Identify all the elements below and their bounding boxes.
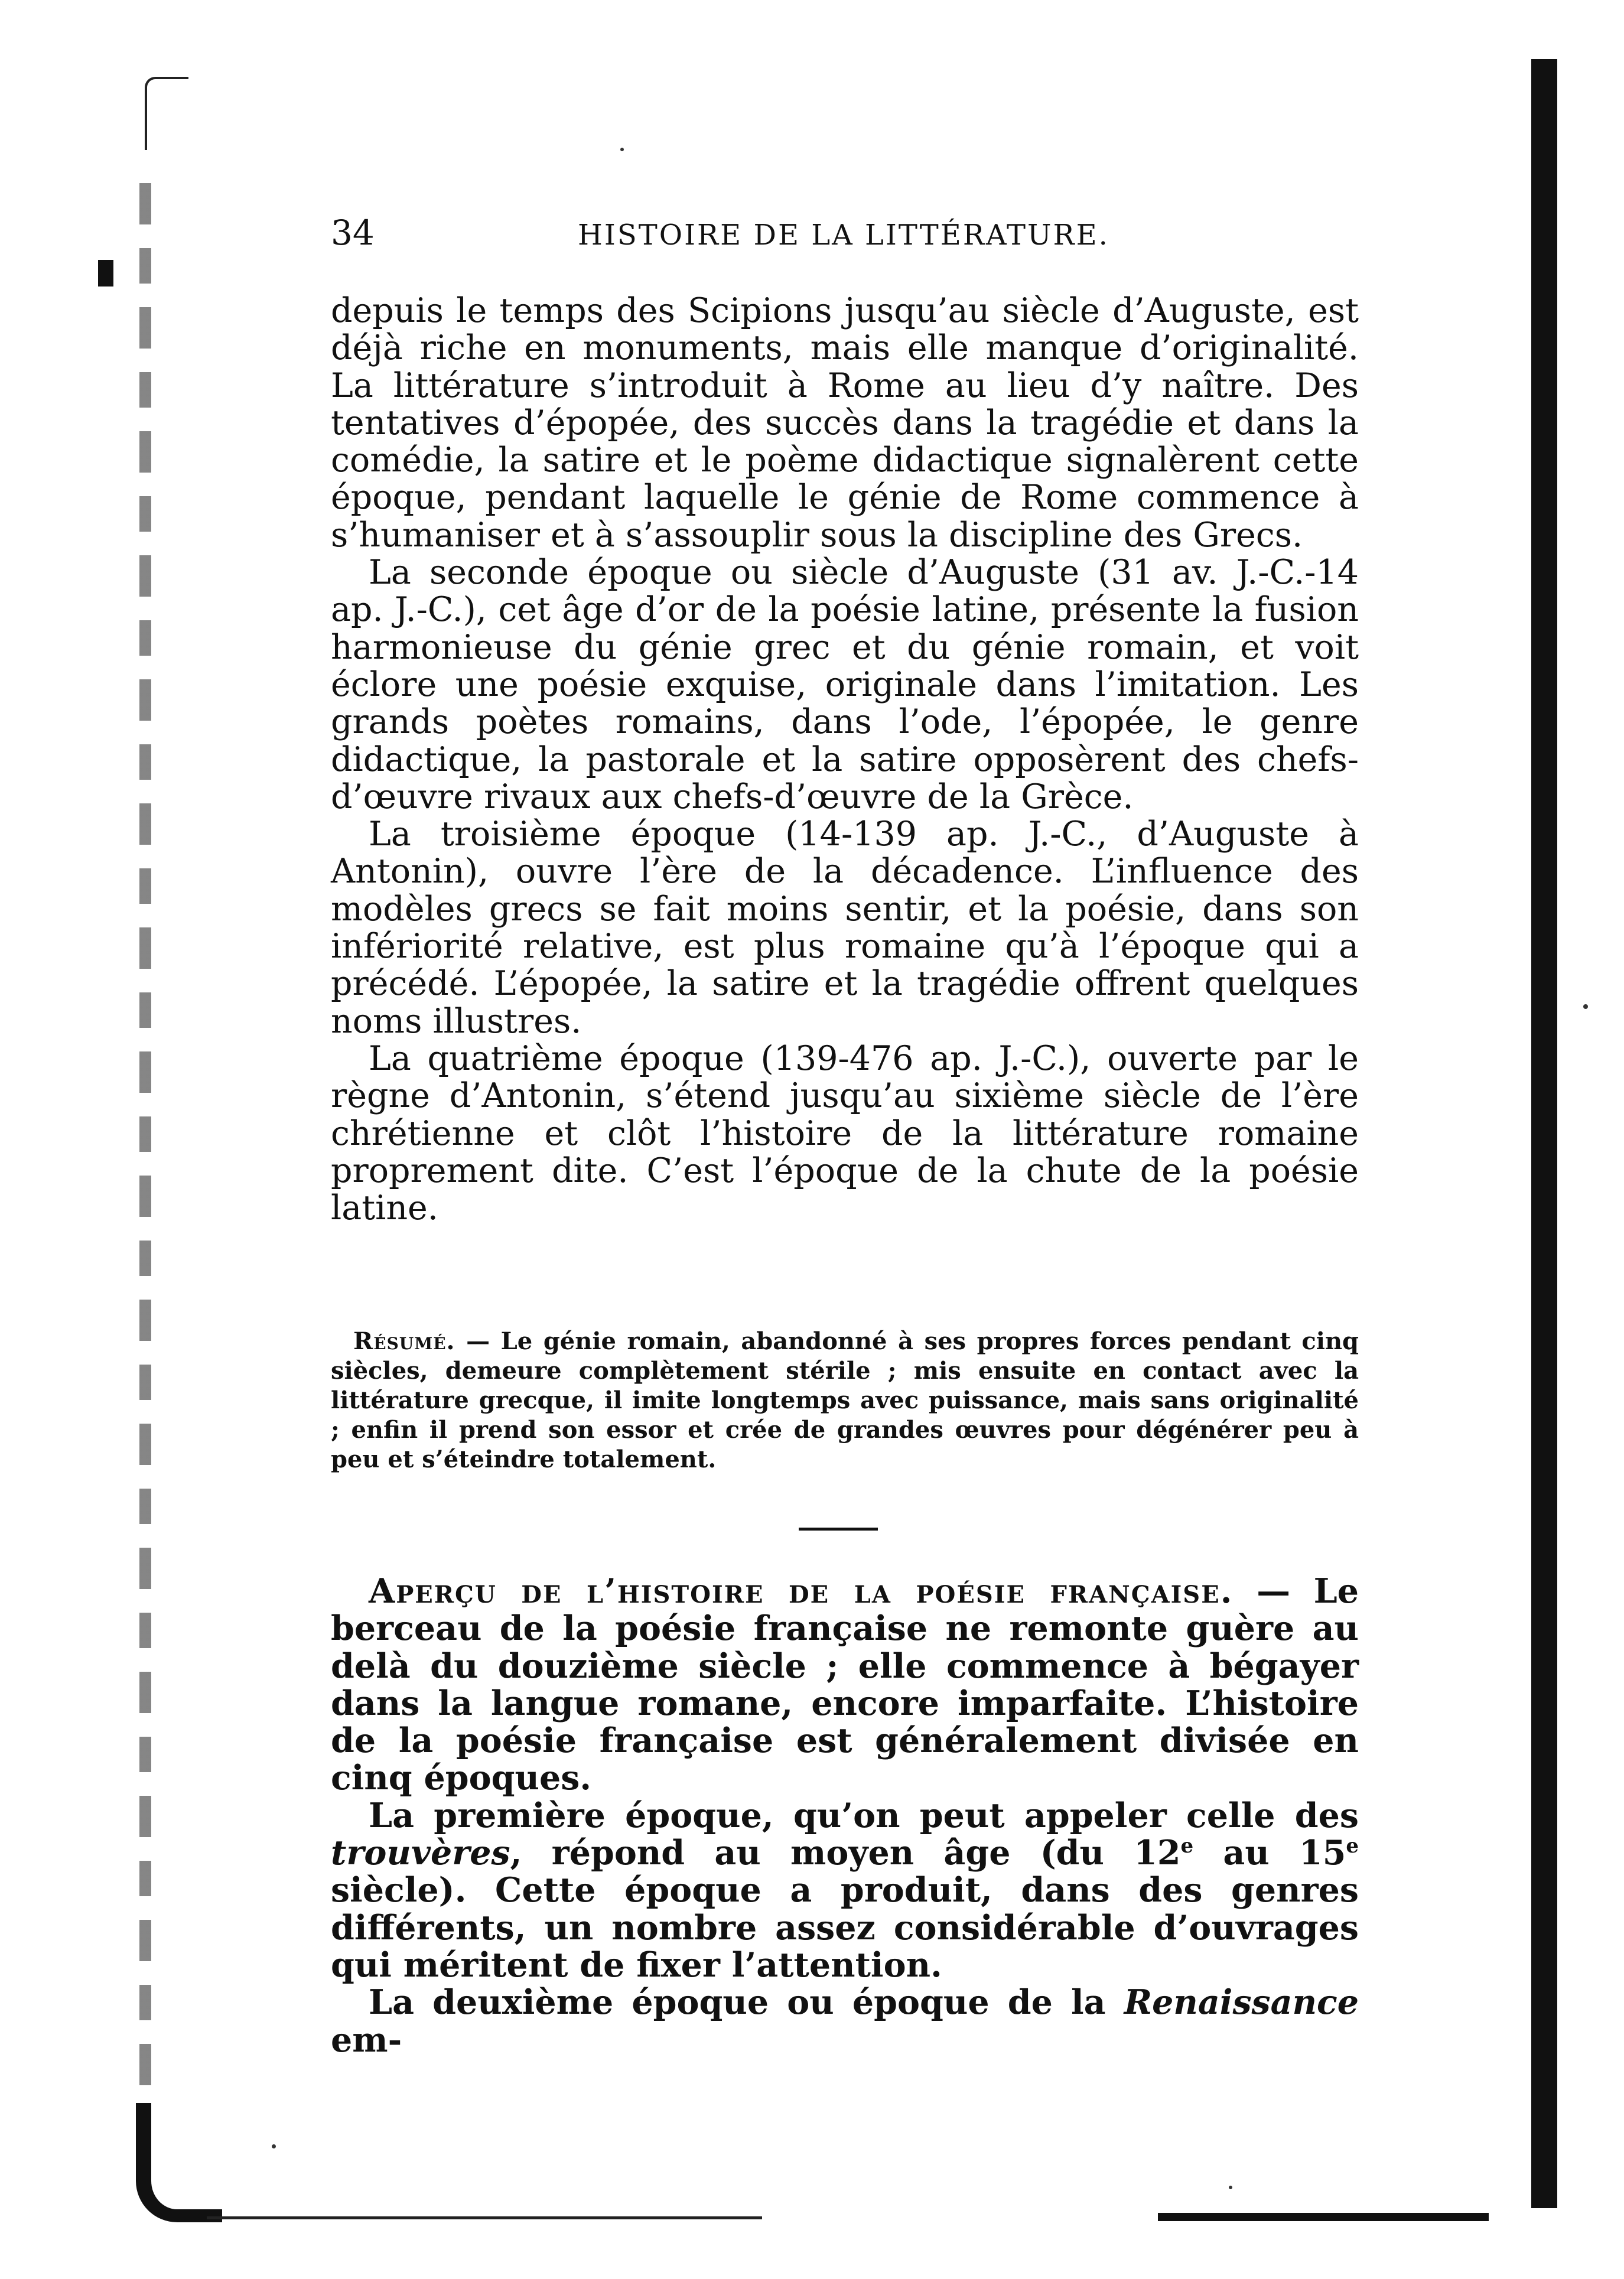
scan-speck xyxy=(620,148,624,151)
scan-speck xyxy=(1583,1004,1588,1009)
text-run: au 15 xyxy=(1193,1833,1346,1873)
scan-left-mark xyxy=(98,260,113,286)
scan-left-binding-edge xyxy=(139,183,151,2162)
scan-bottom-edge-left xyxy=(207,2216,762,2219)
text-run: La première époque, qu’on peut appeler celle des xyxy=(369,1795,1359,1835)
italic-term-trouveres: trouvères xyxy=(331,1833,510,1873)
text-run: em- xyxy=(331,2020,402,2060)
summary-label: Résumé. xyxy=(353,1327,455,1355)
paragraph-section-intro xyxy=(331,1572,1359,1797)
paragraph-third-epoch: La troisième époque (14-139 ap. J.-C., d’Auguste à Antonin), ouvre l’ère de la décadence. L’influence des modèles grecs se fait moins sentir, et la poésie, dans son infériorité relative, est plus romaine qu’à l’époque qui a précédé. L’épopée, la satire et la tragédie offrent quelques noms illustres. xyxy=(331,815,1359,1041)
page-header xyxy=(331,213,1134,260)
scan-bottom-edge-right xyxy=(1158,2213,1489,2221)
superscript: e xyxy=(1180,1834,1194,1858)
scan-speck xyxy=(1229,2186,1232,2189)
paragraph-second-epoch: La seconde époque ou siècle d’Auguste (31 av. J.-C.-14 ap. J.-C.), cet âge d’or de la poésie latine, présente la fusion harmonieuse du génie grec et du génie romain, et voit éclore une poésie exquise, originale dans l’imitation. Les grands poètes romains, dans l’ode, l’épopée, le genre didactique, la pastorale et la satire opposèrent des chefs-d’œuvre rivaux aux chefs-d’œuvre de la Grèce. xyxy=(331,553,1359,816)
paragraph-continued: depuis le temps des Scipions jusqu’au siècle d’Auguste, est déjà riche en monuments, mais elle manque d’originalité. La littérature s’introduit à Rome au lieu d’y naître. Des tentatives d’épopée, des succès dans la tragédie et dans la comédie, la satire et le poème didactique signalèrent cette époque, pendant laquelle le génie de Rome commence à s’humaniser et à s’assouplir sous la discipline des Grecs. xyxy=(331,291,1359,555)
scan-corner-mark xyxy=(145,77,188,150)
text-block-french-poetry xyxy=(331,1572,1359,2059)
summary-text: — Le génie romain, abandonné à ses propres forces pendant cinq siècles, demeure complètement stérile ; mis ensuite en contact avec la littérature grecque, il imite longtemps avec puissance, mais sans originalité ; enfin il prend son essor et crée de grandes œuvres pour dégénérer peu à peu et s’éteindre totalement. xyxy=(331,1327,1359,1473)
section-divider xyxy=(799,1528,878,1531)
italic-term-renaissance: Renaissance xyxy=(1124,1982,1359,2023)
section-intro-text: — Le berceau de la poésie française ne remonte guère au delà du douzième siècle ; elle commence à bégayer dans la langue romane, encore imparfaite. L’histoire de la poésie française est généralement divisée en cinq époques. xyxy=(331,1571,1359,1798)
text-block-latin-literature xyxy=(331,292,1359,1227)
section-title: Aperçu de l’histoire de la poésie française. xyxy=(369,1571,1234,1611)
running-title: HISTOIRE DE LA LITTÉRATURE. xyxy=(578,219,1109,252)
scan-speck xyxy=(272,2144,276,2148)
paragraph-second-epoch-french xyxy=(331,1984,1359,2059)
superscript: e xyxy=(1346,1834,1359,1858)
page-number: 34 xyxy=(331,213,375,253)
scan-right-border xyxy=(1531,59,1557,2208)
paragraph-fourth-epoch: La quatrième époque (139-476 ap. J.-C.), ouverte par le règne d’Antonin, s’étend jusqu’au sixième siècle de l’ère chrétienne et clôt l’histoire de la littérature romaine proprement dite. C’est l’époque de la chute de la poésie latine. xyxy=(331,1038,1359,1228)
scan-bottom-corner xyxy=(136,2103,222,2222)
paragraph-first-epoch xyxy=(331,1797,1359,1984)
text-run: La deuxième époque ou époque de la xyxy=(369,1982,1124,2023)
summary-block xyxy=(331,1327,1359,1474)
text-run: , répond au moyen âge (du 12 xyxy=(510,1833,1181,1873)
text-run: siècle). Cette époque a produit, dans des genres différents, un nombre assez considérable d’ouvrages qui méritent de fixer l’attention. xyxy=(331,1870,1359,1985)
